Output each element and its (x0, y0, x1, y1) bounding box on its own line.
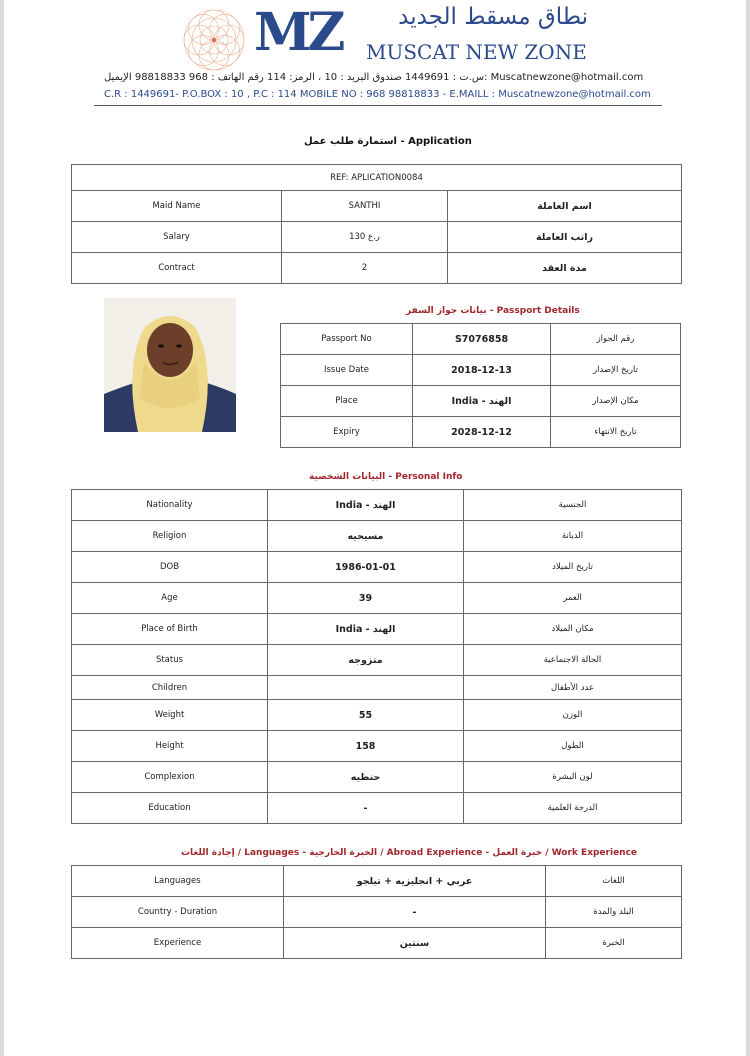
brand-name-arabic: نطاق مسقط الجديد (398, 4, 588, 30)
table-row: Weight 55 الوزن (72, 700, 682, 731)
table-row: Status متزوجه الحالة الاجتماعية (72, 645, 682, 676)
application-form-page (4, 0, 746, 1056)
passport-section-heading: بيانات جواز السفر - Passport Details (406, 306, 580, 316)
table-row: Maid Name SANTHI اسم العاملة (72, 191, 682, 222)
table-row: Nationality India - الهند الجنسية (72, 490, 682, 521)
table-row: Contract 2 مدة العقد (72, 253, 682, 284)
basic-info-table (71, 164, 682, 284)
form-title: استمارة طلب عمل - Application (304, 136, 472, 147)
table-row: Passport No S7076858 رقم الجواز (281, 324, 681, 355)
table-row: Languages عربي + انجليزيه + تيلجو اللغات (72, 866, 682, 897)
logo-flower-icon (180, 6, 248, 74)
personal-section-heading: البيانات الشخصية - Personal Info (309, 472, 463, 482)
table-row: Issue Date 2018-12-13 تاريخ الإصدار (281, 355, 681, 386)
work-experience-table (71, 865, 682, 959)
table-row: Country - Duration - البلد والمدة (72, 897, 682, 928)
table-row: Experience سنتين الخبرة (72, 928, 682, 959)
contact-line-english: C.R : 1449691- P.O.BOX : 10 , P.C : 114 MOBILE NO : 968 98818833 - E.MAILL : Muscatnewzone@hotmail.com (104, 89, 651, 100)
passport-table (280, 323, 681, 448)
table-row: Complexion حنطيه لون البشرة (72, 762, 682, 793)
table-row: Place of Birth India - الهند مكان الميلاد (72, 614, 682, 645)
table-row: Place India - الهند مكان الإصدار (281, 386, 681, 417)
table-row: Height 158 الطول (72, 731, 682, 762)
logo-initials: MZ (254, 2, 342, 63)
contact-line-arabic: س.ت : 1449691 صندوق البريد : 10 ، الرمز: 114 رقم الهاتف : 968 98818833 الإيميل: Muscatnewzone@hotmail.com (104, 72, 644, 83)
brand-name-english: MUSCAT NEW ZONE (366, 40, 587, 64)
table-row: Salary 130 ر.ع راتب العاملة (72, 222, 682, 253)
table-row: Expiry 2028-12-12 تاريخ الانتهاء (281, 417, 681, 448)
header-divider (94, 105, 662, 106)
table-row: Education - الدرجة العلمية (72, 793, 682, 824)
personal-info-table (71, 489, 682, 824)
table-row: Children عدد الأطفال (72, 676, 682, 700)
ref-number: REF: APLICATION0084 (72, 165, 682, 191)
table-row: DOB 1986-01-01 تاريخ الميلاد (72, 552, 682, 583)
applicant-photo (104, 298, 236, 432)
work-section-heading: إجادة اللغات / Languages - الخبرة الخارجية / Abroad Experience - خبرة العمل / Work Experience (181, 848, 638, 858)
table-row: Age 39 العمر (72, 583, 682, 614)
table-row: Religion مسيحيه الديانة (72, 521, 682, 552)
